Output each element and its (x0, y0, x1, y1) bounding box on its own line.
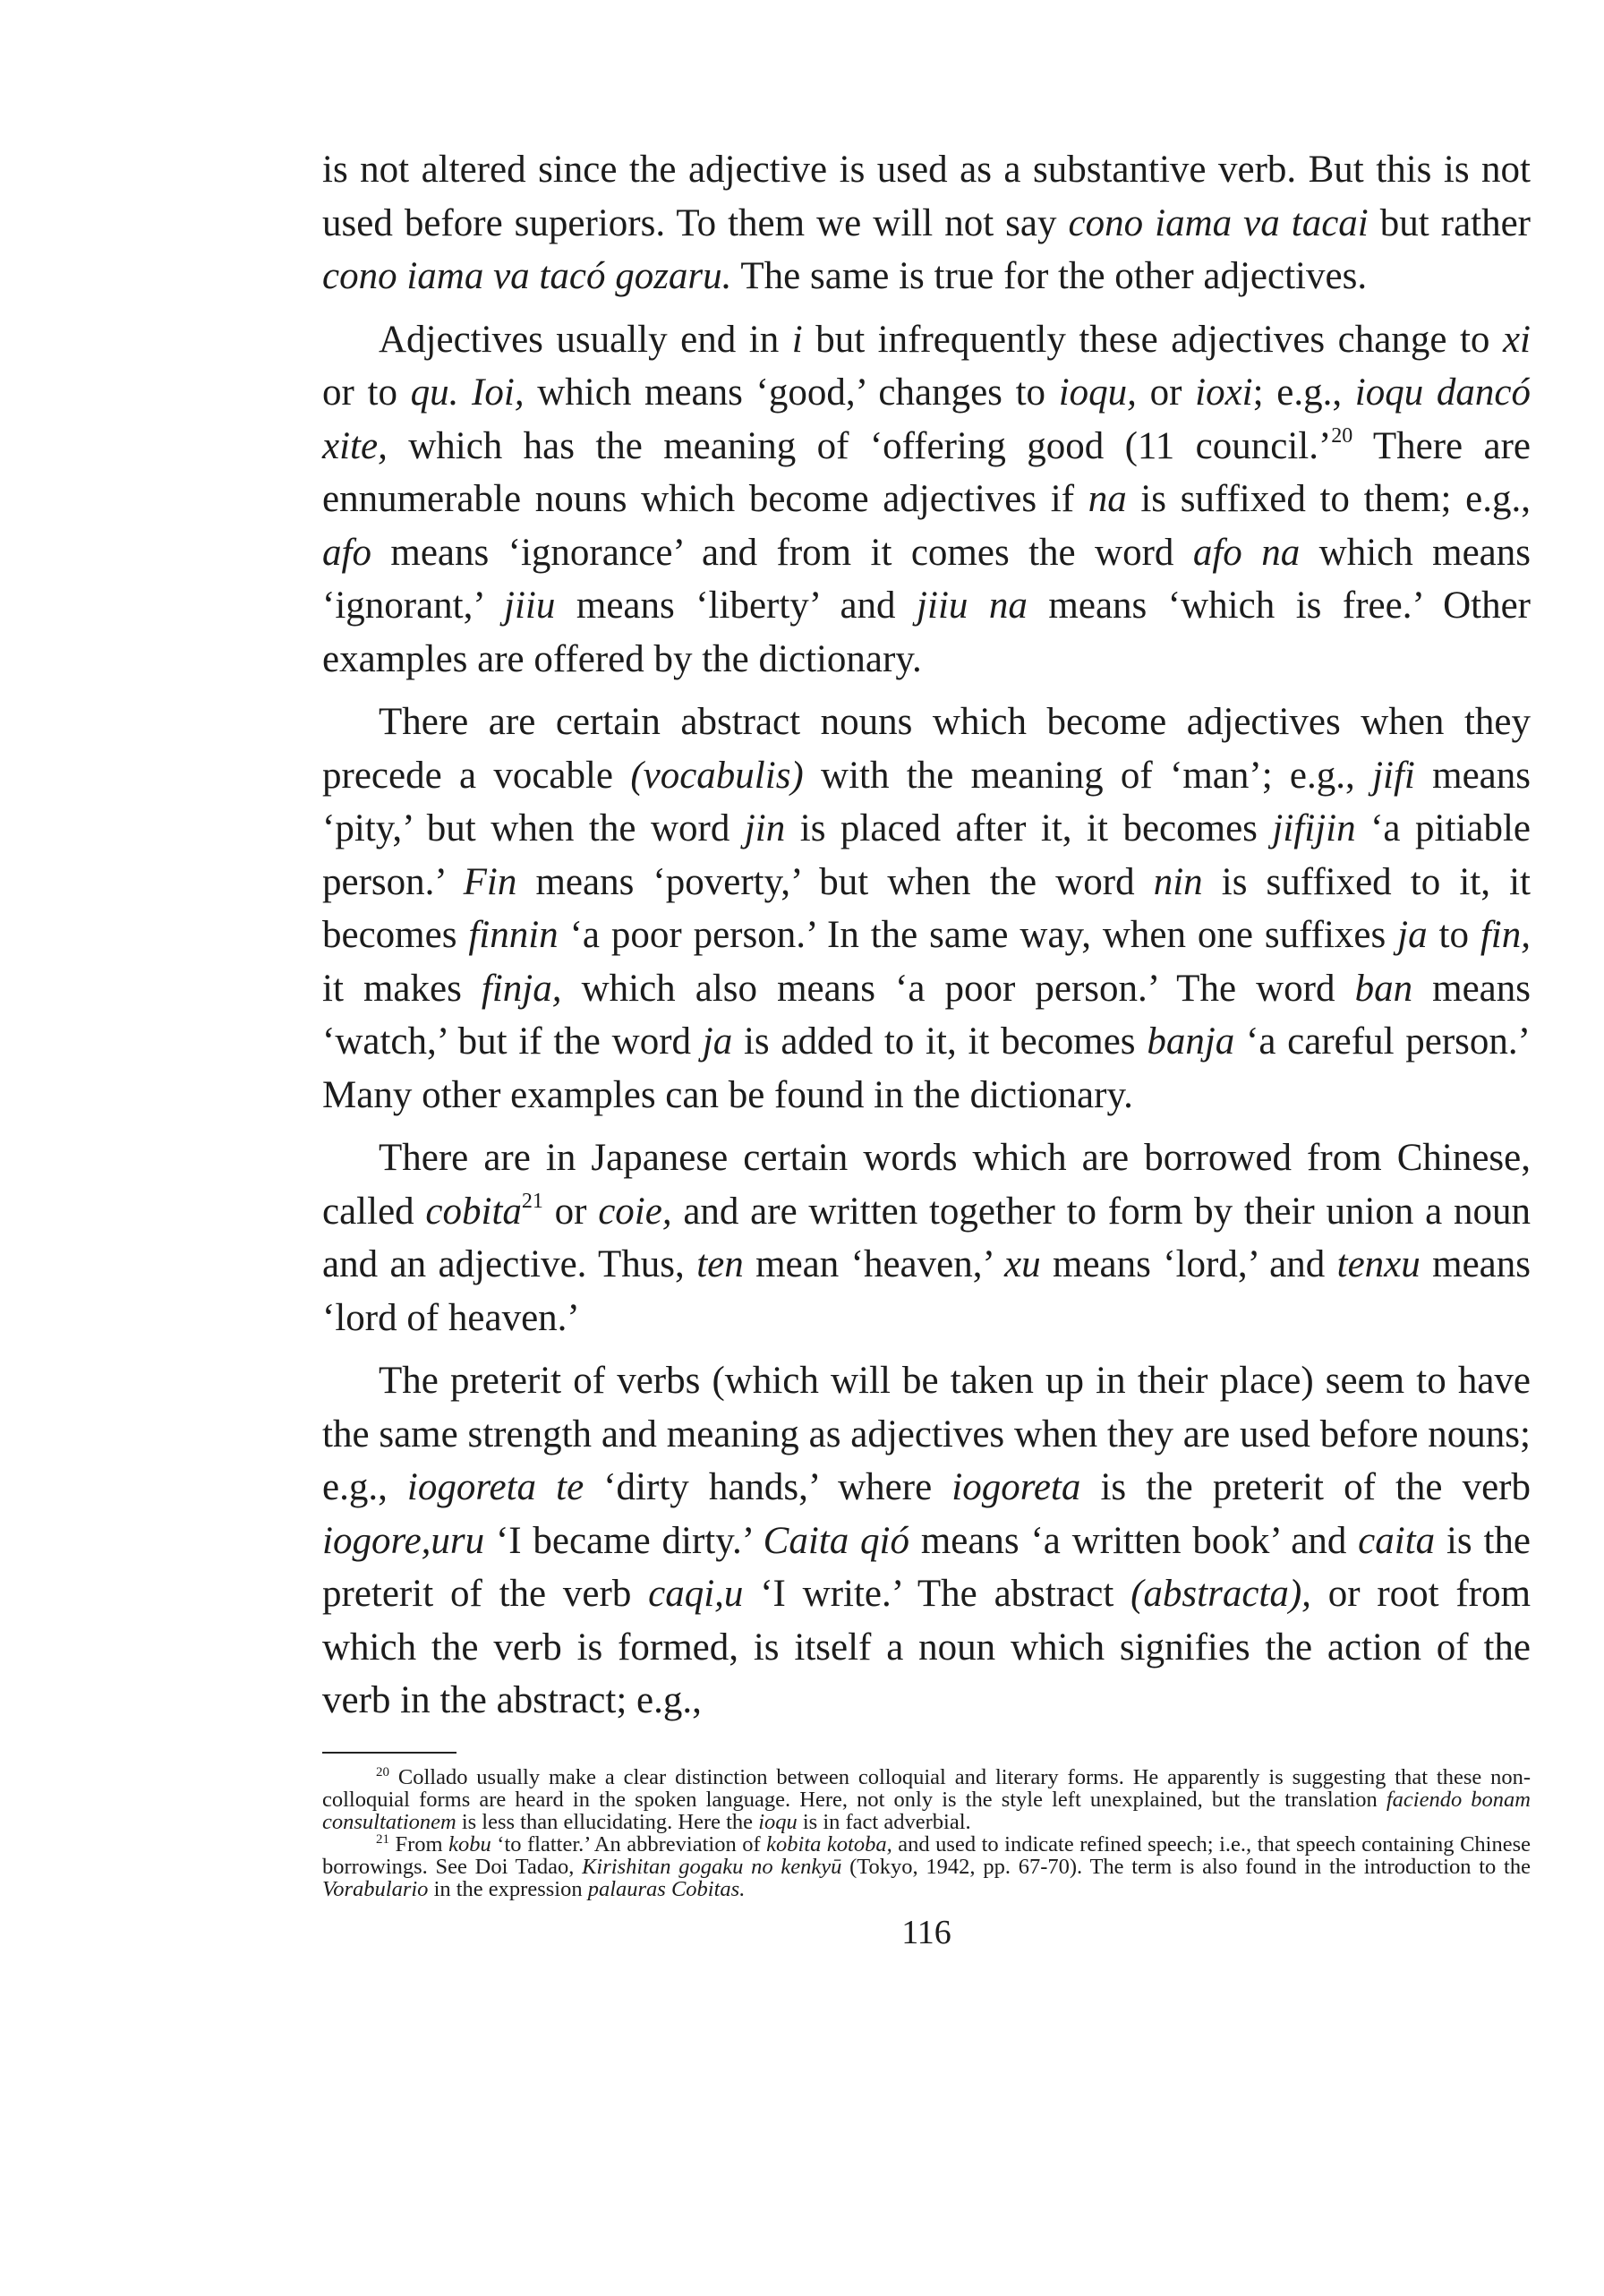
text-run: There are certain abstract nouns which become adjectives when they precede a vocable (322, 701, 1531, 797)
italic-term: kobita kotoba, (766, 1831, 892, 1856)
text-run: which also means ‘a poor person.’ The word (561, 967, 1355, 1010)
italic-term: Caita qió (763, 1519, 909, 1562)
italic-term: tenxu (1336, 1243, 1421, 1285)
footnote (322, 1766, 1531, 1833)
text-run: which means ‘good,’ changes to (524, 371, 1059, 414)
text-run: is the preterit of the verb (1080, 1466, 1531, 1508)
text-run: is less than ellucidating. Here the (456, 1809, 759, 1834)
footnote-ref: 21 (376, 1831, 389, 1847)
italic-term: faciendo bonam consultationem (322, 1787, 1531, 1834)
text-run: ‘dirty hands,’ where (584, 1466, 952, 1508)
italic-term: banja (1147, 1020, 1235, 1063)
text-run: ‘I write.’ The abstract (743, 1573, 1131, 1615)
text-run: ; e.g., (1252, 371, 1355, 414)
italic-term: iogoreta te (406, 1466, 584, 1508)
italic-term: ioxi (1195, 371, 1253, 414)
italic-term: palauras Cobitas. (587, 1876, 746, 1901)
text-run: (Tokyo, 1942, pp. 67-70). The term is also found in the introduction to the (841, 1854, 1531, 1879)
italic-term: afo na (1192, 531, 1301, 574)
italic-term: coie, (598, 1190, 672, 1233)
italic-term: (abstracta), (1130, 1573, 1311, 1615)
italic-term: ioqu (758, 1809, 798, 1834)
text-run: ‘I became dirty.’ (484, 1519, 764, 1562)
italic-term: (vocabulis) (630, 754, 804, 797)
text-run: means ‘pity,’ but when the word (322, 754, 1531, 849)
italic-term: xi (1502, 318, 1531, 361)
text-run: in the expression (428, 1876, 588, 1901)
text-run: or (542, 1190, 599, 1233)
italic-term: ban (1354, 967, 1413, 1010)
italic-term: Vorabulario (322, 1876, 429, 1901)
body-text (322, 143, 1531, 1728)
text-run: or to (322, 371, 411, 414)
italic-term: cono iama va tacai (1068, 201, 1369, 244)
text-run: means ‘poverty,’ but when the word (516, 860, 1154, 903)
italic-term: qu. Ioi, (410, 371, 525, 414)
text-run: is suffixed to them; e.g., (1126, 478, 1531, 520)
text-run: is not altered since the adjective is used as a substantive verb. But this is not used before superiors. To them we will not say (322, 149, 1531, 244)
text-run: with the meaning of ‘man’; e.g., (803, 754, 1373, 797)
paragraph (322, 1131, 1531, 1344)
text-run: means ‘lord,’ and (1040, 1243, 1337, 1285)
text-run: means ‘ignorance’ and from it comes the word (371, 531, 1193, 574)
text-run: it makes (322, 967, 482, 1010)
italic-term: ja (1397, 914, 1428, 956)
footnote-ref: 20 (1331, 423, 1353, 448)
italic-term: jin (744, 807, 786, 849)
text-run: but rather (1368, 201, 1531, 244)
book-page (322, 143, 1531, 1952)
text-run: which means ‘ignorant,’ (322, 531, 1531, 627)
text-run: or root from which the verb is formed, is itself a noun which signifies the action of the verb in the abstract; e.g., (322, 1573, 1531, 1721)
italic-term: jifi (1372, 754, 1415, 797)
italic-term: ioqu, (1058, 371, 1137, 414)
italic-term: caqi,u (648, 1573, 744, 1615)
paragraph (322, 1354, 1531, 1728)
text-run: means ‘watch,’ but if the word (322, 967, 1531, 1063)
italic-term: ioqu dancó xite, (322, 371, 1531, 467)
text-run: which has the meaning of ‘offering good (11 council.’ (387, 424, 1332, 467)
text-run: There are ennumerable nouns which become adjectives if (322, 424, 1531, 520)
italic-term: afo (322, 531, 371, 574)
italic-term: cobita (425, 1190, 522, 1233)
italic-term: xu (1004, 1243, 1041, 1285)
italic-term: na (1088, 478, 1127, 520)
italic-term: cono iama va tacó gozaru. (322, 255, 732, 297)
text-run: to (1427, 914, 1480, 956)
text-run: is the preterit of the verb (322, 1519, 1531, 1615)
footnotes (322, 1766, 1531, 1900)
italic-term: ja (702, 1020, 733, 1063)
italic-term: finnin (468, 914, 559, 956)
italic-term: iogore,uru (322, 1519, 485, 1562)
italic-term: nin (1153, 860, 1203, 903)
italic-term: caita (1358, 1519, 1436, 1562)
italic-term: finja, (481, 967, 562, 1010)
text-run: ‘a careful person.’ Many other examples can be found in the dictionary. (322, 1020, 1531, 1116)
italic-term: Kirishitan gogaku no kenkyū (582, 1854, 842, 1879)
text-run: Collado usually make a clear distinction between colloquial and literary forms. He apparently is suggesting that these non-colloquial forms are heard in the spoken language. Here, not only is the style left unexplained, but the translation (322, 1764, 1531, 1812)
text-run: means ‘a written book’ and (909, 1519, 1359, 1562)
footnote-rule (322, 1752, 456, 1754)
text-run: The preterit of verbs (which will be taken up in their place) seem to have the same strength and meaning as adjectives when they are used before nouns; e.g., (322, 1360, 1531, 1508)
text-run: ‘a pitiable person.’ (322, 807, 1531, 903)
text-run: and used to indicate refined speech; i.e., that speech containing Chinese borrowings. See Doi Tadao, (322, 1831, 1531, 1879)
footnote-ref: 21 (521, 1189, 543, 1213)
paragraph (322, 143, 1531, 303)
text-run: and are written together to form by their union a noun and an adjective. Thus, (322, 1190, 1531, 1285)
text-run: but infrequently these adjectives change to (802, 318, 1503, 361)
paragraph (322, 696, 1531, 1122)
footnote (322, 1833, 1531, 1900)
text-run: or (1136, 371, 1196, 414)
text-run: mean ‘heaven,’ (743, 1243, 1005, 1285)
text-run: ‘to flatter.’ An abbreviation of (491, 1831, 767, 1856)
italic-term: fin, (1480, 914, 1531, 956)
paragraph (322, 313, 1531, 687)
text-run: Adjectives usually end in (379, 318, 792, 361)
italic-term: Fin (463, 860, 517, 903)
italic-term: jifijin (1272, 807, 1356, 849)
text-run: is suffixed to it, it becomes (322, 860, 1531, 956)
italic-term: i (791, 318, 803, 361)
text-run: means ‘liberty’ and (555, 585, 917, 627)
footnote-ref: 20 (376, 1764, 389, 1780)
italic-term: kobu (448, 1831, 491, 1856)
italic-term: ten (696, 1243, 744, 1285)
text-run: ‘a poor person.’ In the same way, when one suffixes (558, 914, 1398, 956)
italic-term: iogoreta (951, 1466, 1081, 1508)
text-run: The same is true for the other adjectives. (731, 255, 1368, 297)
page-number: 116 (901, 1913, 951, 1951)
text-run: means ‘which is free.’ Other examples are offered by the dictionary. (322, 585, 1531, 680)
text-run: is placed after it, it becomes (785, 807, 1273, 849)
text-run: There are in Japanese certain words which are borrowed from Chinese, called (322, 1137, 1531, 1233)
text-run: is added to it, it becomes (732, 1020, 1148, 1063)
text-run: From (389, 1831, 449, 1856)
text-run: means ‘lord of heaven.’ (322, 1243, 1531, 1339)
italic-term: jiiu na (917, 585, 1028, 627)
text-run: is in fact adverbial. (797, 1809, 971, 1834)
italic-term: jiiu (504, 585, 556, 627)
